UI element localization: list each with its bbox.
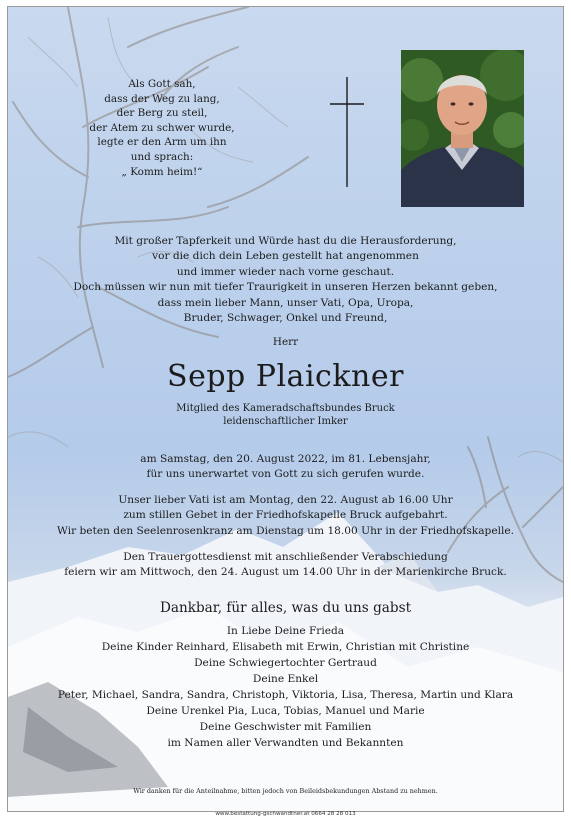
salutation: Herr — [272, 336, 299, 348]
family-line: Deine Enkel — [252, 673, 319, 685]
cross-icon — [328, 77, 366, 187]
thanks-heading: Dankbar, für alles, was du uns gabst — [159, 600, 412, 616]
portrait-photo — [401, 50, 524, 207]
funeral-info: Den Trauergottesdienst mit anschließender Verabschiedung feiern wir am Mittwoch, den 24. August um 14.00 Uhr in der Marienkirche Bruck. — [64, 551, 507, 579]
poem: Als Gott sah, dass der Weg zu lang, der Berg zu steil, der Atem zu schwer wurde, legte er den Arm um ihn und sprach: „ Komm heim!“ — [89, 78, 235, 178]
funeral-home-contact: www.bestattung-gschwandtner.at 0664 28 28 013 — [215, 811, 356, 817]
deceased-name: Sepp Plaickner — [167, 359, 404, 394]
subtitle: Mitglied des Kameradschaftsbundes Bruck leidenschaftlicher Imker — [176, 403, 395, 428]
intro-text: Mit großer Tapferkeit und Würde hast du die Herausforderung, vor die dich dein Leben gestellt hat angenommen und immer wieder nach vorne geschaut. Doch müssen wir nun mit tiefer Traurigkeit in unseren Herzen bekannt geben, dass mein lieber Mann, unser Vati, Opa, Uropa, Bruder, Schwager, Onkel und Freund, — [73, 235, 498, 325]
family-line: Deine Kinder Reinhard, Elisabeth mit Erwin, Christian mit Christine — [101, 641, 470, 653]
obituary-card — [7, 6, 564, 812]
family-line: im Namen aller Verwandten und Bekannten — [167, 737, 404, 749]
family-line: Peter, Michael, Sandra, Sandra, Christoph, Viktoria, Lisa, Theresa, Martin und Klara — [57, 689, 514, 701]
family-line: In Liebe Deine Frieda — [226, 625, 345, 637]
footer-note: Wir danken für die Anteilnahme, bitten jedoch von Beileidsbekundungen Abstand zu nehmen. — [133, 787, 438, 795]
family-line: Deine Urenkel Pia, Luca, Tobias, Manuel und Marie — [146, 705, 425, 717]
family-list — [8, 624, 563, 752]
family-line: Deine Geschwister mit Familien — [199, 721, 372, 733]
family-line: Deine Schwiegertochter Gertraud — [194, 657, 377, 669]
viewing-info: Unser lieber Vati ist am Montag, den 22. August ab 16.00 Uhr zum stillen Gebet in der Friedhofskapelle Bruck aufgebahrt. Wir beten den Seelenrosenkranz am Dienstag um 18.00 Uhr in der Friedhofskapelle. — [57, 494, 514, 537]
death-notice: am Samstag, den 20. August 2022, im 81. Lebensjahr, für uns unerwartet von Gott zu sich gerufen wurde. — [140, 453, 431, 481]
